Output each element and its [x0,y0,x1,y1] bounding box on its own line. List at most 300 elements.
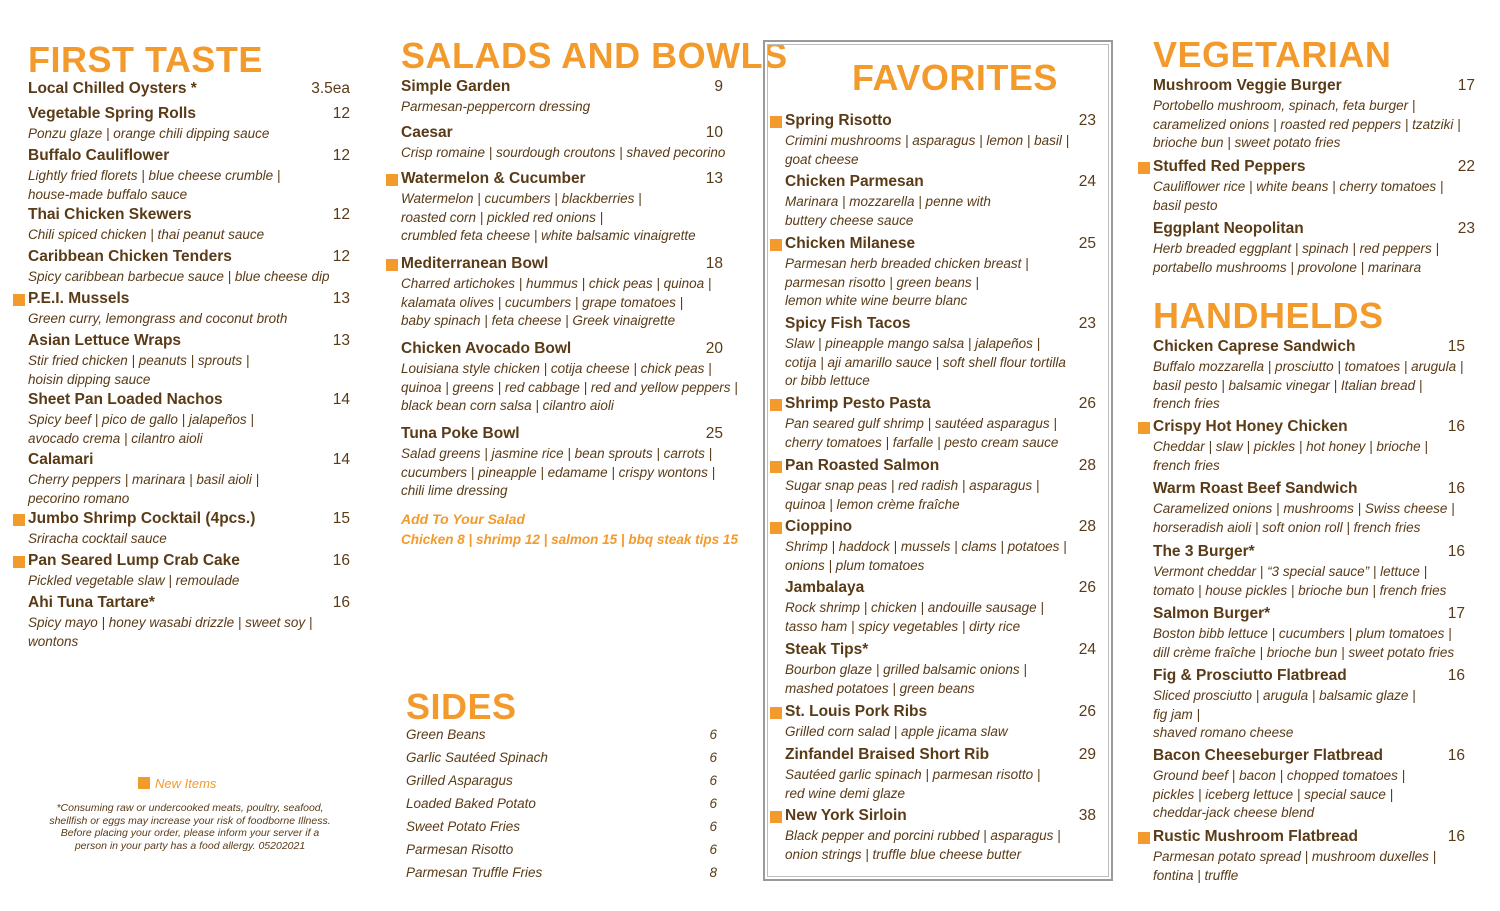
description-line: dill crème fraîche | brioche bun | sweet potato fries [1153,644,1455,660]
menu-item-name: Rustic Mushroom Flatbread [1153,828,1358,845]
side-item-name: Green Beans [406,727,486,742]
menu-item-price: 12 [332,105,350,122]
menu-item-price: 24 [1078,173,1096,190]
menu-item-description [28,471,350,508]
description-line: Sautéed garlic spinach | parmesan risotto | [785,767,1041,782]
new-item-marker-icon [13,514,25,526]
description-line: Sugar snap peas | red radish | asparagus | [785,478,1040,493]
menu-item-description [785,415,1096,452]
new-item-marker-icon [770,399,782,411]
new-item-marker-icon [1138,832,1150,844]
menu-item-header [785,173,1096,193]
description-line: caramelized onions | roasted red peppers | tzatziki | [1153,116,1461,132]
menu-item-name: P.E.I. Mussels [28,290,130,307]
menu-item [785,173,1096,230]
menu-item-name: Caribbean Chicken Tenders [28,248,232,265]
menu-item-name: Bacon Cheeseburger Flatbread [1153,747,1383,764]
menu-item-price: 28 [1078,457,1096,474]
description-line: Marinara | mozzarella | penne with [785,194,991,209]
new-item-marker-icon [13,294,25,306]
description-line: Crisp romaine | sourdough croutons | shaved pecorino [401,145,726,160]
menu-item [28,594,350,651]
description-line: pecorino romano [28,490,130,506]
description-line: brioche bun | sweet potato fries [1153,135,1341,150]
new-item-marker-icon [386,174,398,186]
description-line: Ponzu glaze | orange chili dipping sauce [28,126,270,141]
description-line: quinoa | lemon crème fraîche [785,496,960,512]
menu-item [1153,605,1465,662]
menu-item-header [1153,747,1465,767]
new-item-marker-icon [770,522,782,534]
menu-item-price: 16 [332,594,350,611]
description-line: Slaw | pineapple mango salsa | jalapeños | [785,336,1041,351]
menu-item-price: 29 [1078,746,1096,763]
description-line: wontons [28,633,79,649]
menu-item-description [28,530,350,549]
description-line: Bourbon glaze | grilled balsamic onions | [785,662,1027,677]
description-line: french fries [1153,457,1220,473]
menu-item-price: 22 [1457,158,1475,175]
side-item [406,727,717,747]
description-line: Grilled corn salad | apple jicama slaw [785,724,1008,739]
description-line: cucumbers | pineapple | edamame | crispy wontons | [401,464,716,480]
favorites-section [785,0,1096,911]
menu-item-price: 26 [1078,395,1096,412]
legend-label: New Items [155,776,217,791]
menu-item-price: 38 [1078,807,1096,824]
menu-item-header [1153,828,1465,848]
description-line: goat cheese [785,151,859,167]
description-line: Boston bibb lettuce | cucumbers | plum tomatoes | [1153,626,1452,641]
add-to-salad-title: Add To Your Salad [401,511,525,527]
new-item-marker-icon [770,116,782,128]
menu-item [785,315,1096,391]
menu-item-name: Jumbo Shrimp Cocktail (4pcs.) [28,510,256,527]
menu-item-name: Mushroom Veggie Burger [1153,77,1342,94]
side-item-name: Grilled Asparagus [406,773,513,788]
menu-item-name: Spring Risotto [785,112,892,129]
menu-item-price: 3.5ea [311,80,350,97]
menu-item [28,290,350,329]
side-item-name: Parmesan Risotto [406,842,514,857]
allergy-disclaimer [40,802,340,852]
menu-item [785,579,1096,636]
description-line: Charred artichokes | hummus | chick peas | quinoa | [401,276,712,291]
side-item [406,819,717,839]
menu-item [785,112,1096,169]
menu-item-header [28,332,350,352]
menu-item-price: 13 [705,170,723,187]
menu-item-header [785,457,1096,477]
menu-item-price: 23 [1078,112,1096,129]
menu-item-description [785,827,1096,864]
menu-item-description [28,352,350,389]
side-item [406,750,717,770]
menu-item-name: Jambalaya [785,579,865,596]
first-taste-heading: FIRST TASTE [28,39,263,80]
menu-item-header [785,579,1096,599]
description-line: Chili spiced chicken | thai peanut sauce [28,227,265,242]
description-line: house-made buffalo sauce [28,186,188,202]
description-line: Herb breaded eggplant | spinach | red peppers | [1153,241,1439,256]
menu-item-header [785,395,1096,415]
menu-item [1153,667,1465,743]
menu-item-header [28,290,350,310]
menu-item-header [785,112,1096,132]
menu-item-price: 28 [1078,518,1096,535]
menu-item-description [785,255,1096,311]
description-line: Black pepper and porcini rubbed | asparagus | [785,828,1061,843]
menu-item-name: Sheet Pan Loaded Nachos [28,391,223,408]
description-line: Pan seared gulf shrimp | sautéed asparagus | [785,416,1057,431]
side-item-price: 6 [709,819,717,834]
menu-item-header [785,235,1096,255]
menu-item-price: 16 [332,552,350,569]
menu-item-name: New York Sirloin [785,807,907,824]
description-line: hoisin dipping sauce [28,371,151,387]
menu-item-description [28,125,350,144]
menu-item-price: 25 [705,425,723,442]
menu-item-description [785,193,1096,230]
description-line: Spicy caribbean barbecue sauce | blue cheese dip [28,269,330,284]
menu-item-description [785,723,1096,742]
description-line: basil pesto [1153,197,1218,213]
menu-item-price: 15 [1447,338,1465,355]
description-line: tasso ham | spicy vegetables | dirty rice [785,618,1021,634]
menu-item-name: Watermelon & Cucumber [401,170,586,187]
menu-item-header [28,147,350,167]
menu-item [28,451,350,508]
menu-item-header [785,807,1096,827]
side-item [406,842,717,862]
menu-item-name: Local Chilled Oysters * [28,80,197,97]
side-item-name: Loaded Baked Potato [406,796,536,811]
menu-item-name: Cioppino [785,518,853,535]
description-line: Cherry peppers | marinara | basil aioli | [28,472,260,487]
menu-item-name: Chicken Caprese Sandwich [1153,338,1356,355]
description-line: crumbled feta cheese | white balsamic vinaigrette [401,228,696,243]
menu-item [1153,828,1465,885]
new-item-marker-icon [1138,422,1150,434]
description-line: Stir fried chicken | peanuts | sprouts | [28,353,250,368]
menu-item-name: Warm Roast Beef Sandwich [1153,480,1358,497]
description-line: Louisiana style chicken | cotija cheese | chick peas | [401,361,712,376]
menu-item [785,807,1096,864]
disclaimer-line: person in your party has a food allergy. 05202021 [74,839,306,852]
menu-item-price: 12 [332,147,350,164]
menu-item [1153,480,1465,537]
description-line: mashed potatoes | green beans [785,680,975,696]
menu-item-description [28,167,350,204]
menu-item-price: 25 [1078,235,1096,252]
description-line: tomato | house pickles | brioche bun | french fries [1153,582,1447,598]
description-line: fontina | truffle [1153,867,1239,883]
menu-item-header [785,315,1096,335]
menu-item [1153,747,1465,823]
menu-item [1153,418,1465,475]
sides-section [406,0,717,911]
menu-item [28,147,350,204]
description-line: horseradish aioli | soft onion roll | french fries [1153,519,1421,535]
new-items-legend [138,776,216,791]
description-line: Parmesan herb breaded chicken breast | [785,256,1029,271]
menu-item-price: 24 [1078,641,1096,658]
menu-item-name: Crispy Hot Honey Chicken [1153,418,1348,435]
menu-item-price: 14 [332,451,350,468]
menu-item-name: Zinfandel Braised Short Rib [785,746,990,763]
menu-item [28,552,350,591]
menu-item-price: 16 [1447,543,1465,560]
menu-item-description [785,599,1096,636]
new-item-marker-icon [770,811,782,823]
sides-heading: SIDES [406,686,517,727]
menu-item-header [28,206,350,226]
description-line: chili lime dressing [401,483,508,498]
menu-item-description [1153,848,1465,885]
menu-item-description [28,572,350,591]
menu-item-price: 16 [1447,480,1465,497]
side-item [406,796,717,816]
menu-item-name: Pan Roasted Salmon [785,457,940,474]
menu-item-name: Steak Tips* [785,641,869,658]
menu-item [785,235,1096,311]
menu-item [28,80,350,100]
menu-item-header [1153,480,1465,500]
description-line: Pickled vegetable slaw | remoulade [28,573,240,588]
menu-item-description [28,614,350,651]
menu-item-description [785,538,1096,575]
description-line: cotija | aji amarillo sauce | soft shell flour tortilla [785,354,1066,370]
menu-item-name: Caesar [401,124,453,141]
description-line: lemon white wine beurre blanc [785,293,968,308]
menu-item-header [785,703,1096,723]
menu-item [785,457,1096,514]
menu-item [785,703,1096,742]
menu-item-header [785,746,1096,766]
description-line: buttery cheese sauce [785,212,914,228]
menu-item-description [1153,767,1465,823]
menu-item-price: 17 [1447,605,1465,622]
new-item-marker-icon [1138,162,1150,174]
side-item-price: 6 [709,750,717,765]
description-line: baby spinach | feta cheese | Greek vinaigrette [401,313,676,328]
menu-item-name: Buffalo Cauliflower [28,147,170,164]
menu-item-header [28,594,350,614]
first-taste-section [28,0,350,911]
vegetarian-heading: VEGETARIAN [1153,34,1392,75]
menu-item-description [1153,438,1465,475]
menu-item-header [28,80,350,100]
menu-item-description [785,661,1096,698]
description-line: kalamata olives | cucumbers | grape tomatoes | [401,294,684,310]
menu-item-name: Spicy Fish Tacos [785,315,911,332]
side-item-price: 6 [709,796,717,811]
new-item-marker-icon [770,461,782,473]
menu-item [28,248,350,287]
description-line: Green curry, lemongrass and coconut broth [28,311,288,326]
menu-item-description [1153,687,1465,743]
description-line: quinoa | greens | red cabbage | red and yellow peppers | [401,379,738,395]
menu-item-header [28,552,350,572]
menu-item-description [28,310,350,329]
menu-item [28,391,350,448]
menu-item-header [28,391,350,411]
description-line: or bibb lettuce [785,373,870,388]
description-line: portabello mushrooms | provolone | marinara [1153,259,1422,275]
menu-item-name: Fig & Prosciutto Flatbread [1153,667,1347,684]
menu-item-description [785,335,1096,391]
description-line: Spicy beef | pico de gallo | jalapeños | [28,412,254,427]
description-line: Buffalo mozzarella | prosciutto | tomatoes | arugula | [1153,359,1464,374]
description-line: Ground beef | bacon | chopped tomatoes | [1153,768,1406,783]
menu-item-price: 16 [1447,747,1465,764]
add-to-salad-options: Chicken 8 | shrimp 12 | salmon 15 | bbq steak tips 15 [401,532,738,547]
menu-item-description [1153,500,1465,537]
side-item-price: 6 [709,727,717,742]
menu-item-price: 26 [1078,579,1096,596]
description-line: Cheddar | slaw | pickles | hot honey | brioche | [1153,439,1428,454]
menu-item [28,332,350,389]
description-line: shaved romano cheese [1153,725,1294,740]
menu-item [1153,543,1465,600]
menu-item-header [28,248,350,268]
menu-item-description [785,132,1096,169]
menu-item-description [1153,358,1465,414]
menu-item-price: 13 [332,332,350,349]
menu-item-header [28,510,350,530]
menu-item-price: 9 [714,78,723,95]
menu-item-price: 14 [332,391,350,408]
side-item [406,865,717,885]
menu-item-name: Mediterranean Bowl [401,255,549,272]
menu-item-name: Salmon Burger* [1153,605,1271,622]
salads-heading: SALADS AND BOWLS [401,35,788,76]
side-item-price: 8 [709,865,717,880]
side-item-price: 6 [709,842,717,857]
menu-item-header [1153,418,1465,438]
description-line: Rock shrimp | chicken | andouille sausage | [785,600,1044,615]
menu-item [785,746,1096,803]
menu-item-price: 26 [1078,703,1096,720]
new-item-marker-icon [138,777,150,789]
menu-item [28,105,350,144]
menu-item [785,395,1096,452]
side-item-name: Garlic Sautéed Spinach [406,750,548,765]
menu-item-name: Stuffed Red Peppers [1153,158,1306,175]
menu-item-price: 12 [332,206,350,223]
new-item-marker-icon [13,556,25,568]
description-line: avocado crema | cilantro aioli [28,430,203,446]
menu-item-description [28,226,350,245]
description-line: cherry tomatoes | farfalle | pesto cream sauce [785,434,1059,450]
description-line: Shrimp | haddock | mussels | clams | potatoes | [785,539,1067,554]
menu-item-description [1153,563,1465,600]
description-line: Sriracha cocktail sauce [28,531,167,546]
description-line: parmesan risotto | green beans | [785,274,979,290]
description-line: french fries [1153,396,1220,411]
favorites-heading: FAVORITES [852,57,1058,98]
description-line: Parmesan potato spread | mushroom duxelles | [1153,849,1437,864]
description-line: basil pesto | balsamic vinegar | Italian bread | [1153,377,1423,393]
menu-item-price: 16 [1447,828,1465,845]
menu-item-price: 10 [705,124,723,141]
menu-item-price: 13 [332,290,350,307]
menu-item-name: The 3 Burger* [1153,543,1255,560]
description-line: black bean corn salsa | cilantro aioli [401,398,614,413]
description-line: Lightly fried florets | blue cheese crumble | [28,168,281,183]
menu-item-name: Chicken Milanese [785,235,916,252]
description-line: red wine demi glaze [785,785,906,801]
description-line: Parmesan-peppercorn dressing [401,99,591,114]
menu-item-name: Eggplant Neopolitan [1153,220,1304,237]
menu-item-name: Vegetable Spring Rolls [28,105,196,122]
disclaimer-line: Before placing your order, please inform your server if a [60,827,320,839]
menu-item-price: 12 [332,248,350,265]
menu-item-name: Asian Lettuce Wraps [28,332,182,349]
side-item-price: 6 [709,773,717,788]
menu-item-header [1153,543,1465,563]
menu-item-name: Pan Seared Lump Crab Cake [28,552,240,569]
handhelds-section [1153,0,1465,911]
menu-item-price: 17 [1457,77,1475,94]
new-item-marker-icon [770,707,782,719]
menu-item-name: Thai Chicken Skewers [28,206,192,223]
menu-item-name: Calamari [28,451,94,468]
menu-item-price: 16 [1447,667,1465,684]
description-line: fig jam | [1153,706,1201,722]
menu-item-header [1153,605,1465,625]
description-line: onions | plum tomatoes [785,557,925,573]
menu-item-header [28,105,350,125]
menu-item [1153,338,1465,414]
description-line: Crimini mushrooms | asparagus | lemon | basil | [785,133,1070,148]
menu-item [28,206,350,245]
menu-item-header [1153,667,1465,687]
menu-item-price: 23 [1078,315,1096,332]
menu-item-name: Ahi Tuna Tartare* [28,594,155,611]
handhelds-heading: HANDHELDS [1153,295,1384,336]
description-line: Vermont cheddar | “3 special sauce” | lettuce | [1153,564,1428,579]
description-line: pickles | iceberg lettuce | special sauce | [1153,786,1394,802]
description-line: Sliced prosciutto | arugula | balsamic glaze | [1153,688,1416,703]
menu-item-price: 18 [705,255,723,272]
menu-item [785,518,1096,575]
menu-item-description [785,766,1096,803]
description-line: Caramelized onions | mushrooms | Swiss cheese | [1153,501,1455,516]
menu-item-description [28,411,350,448]
menu-item-price: 20 [705,340,723,357]
menu-item-name: Chicken Parmesan [785,173,924,190]
menu-item-header [1153,338,1465,358]
menu-item-name: St. Louis Pork Ribs [785,703,928,720]
description-line: Salad greens | jasmine rice | bean sprouts | carrots | [401,446,713,461]
menu-item-price: 16 [1447,418,1465,435]
disclaimer-line: shellfish or eggs may increase your risk of foodborne Illness. [49,814,331,827]
menu-item-name: Chicken Avocado Bowl [401,340,572,357]
new-item-marker-icon [386,259,398,271]
menu-item-description [28,268,350,287]
menu-item [785,641,1096,698]
menu-item-price: 15 [332,510,350,527]
new-item-marker-icon [770,239,782,251]
description-line: onion strings | truffle blue cheese butter [785,846,1022,862]
description-line: cheddar-jack cheese blend [1153,805,1315,820]
description-line: Spicy mayo | honey wasabi drizzle | sweet soy | [28,615,313,630]
description-line: roasted corn | pickled red onions | [401,209,604,225]
menu-item-header [28,451,350,471]
menu-item-header [785,641,1096,661]
description-line: Watermelon | cucumbers | blackberries | [401,191,642,206]
